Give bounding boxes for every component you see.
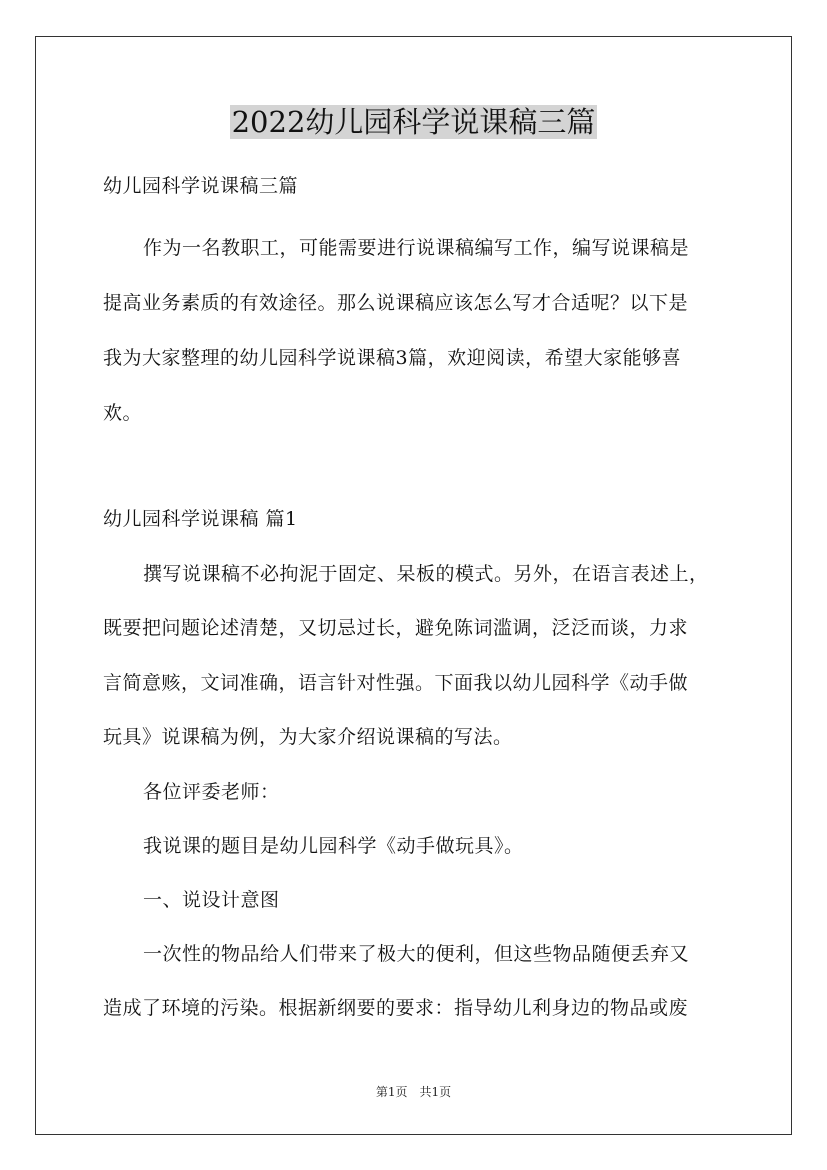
text-line: 欢。: [103, 402, 143, 424]
text-line: 玩具》说课稿为例，为大家介绍说课稿的写法。: [103, 726, 513, 748]
text-line: 言简意赅，文词准确，语言针对性强。下面我以幼儿园科学《动手做: [103, 672, 689, 694]
text-line: 我为大家整理的幼儿园科学说课稿3篇，欢迎阅读，希望大家能够喜: [103, 347, 682, 369]
document-title-text: 2022幼儿园科学说课稿三篇: [231, 105, 596, 139]
text-line: 一次性的物品给人们带来了极大的便利，但这些物品随便丢弃又: [143, 943, 690, 965]
document-title: [0, 100, 827, 144]
page-footer: 第1页 共1页: [375, 1085, 452, 1099]
text-line: 一、说设计意图: [143, 889, 280, 911]
text-line: 撰写说课稿不必拘泥于固定、呆板的模式。另外，在语言表述上，: [143, 563, 709, 585]
text-line: 提高业务素质的有效途径。那么说课稿应该怎么写才合适呢？以下是: [103, 292, 689, 314]
text-line: 我说课的题目是幼儿园科学《动手做玩具》。: [143, 835, 524, 857]
text-line: 幼儿园科学说课稿三篇: [103, 175, 299, 197]
text-line: 作为一名教职工，可能需要进行说课稿编写工作，编写说课稿是: [143, 237, 690, 259]
text-line: 造成了环境的污染。根据新纲要的要求：指导幼儿利身边的物品或废: [103, 997, 689, 1019]
text-line: 既要把问题论述清楚，又切忌过长，避免陈词滥调，泛泛而谈，力求: [103, 617, 689, 639]
text-line: 幼儿园科学说课稿 篇1: [103, 508, 298, 530]
text-line: 各位评委老师：: [143, 781, 280, 803]
